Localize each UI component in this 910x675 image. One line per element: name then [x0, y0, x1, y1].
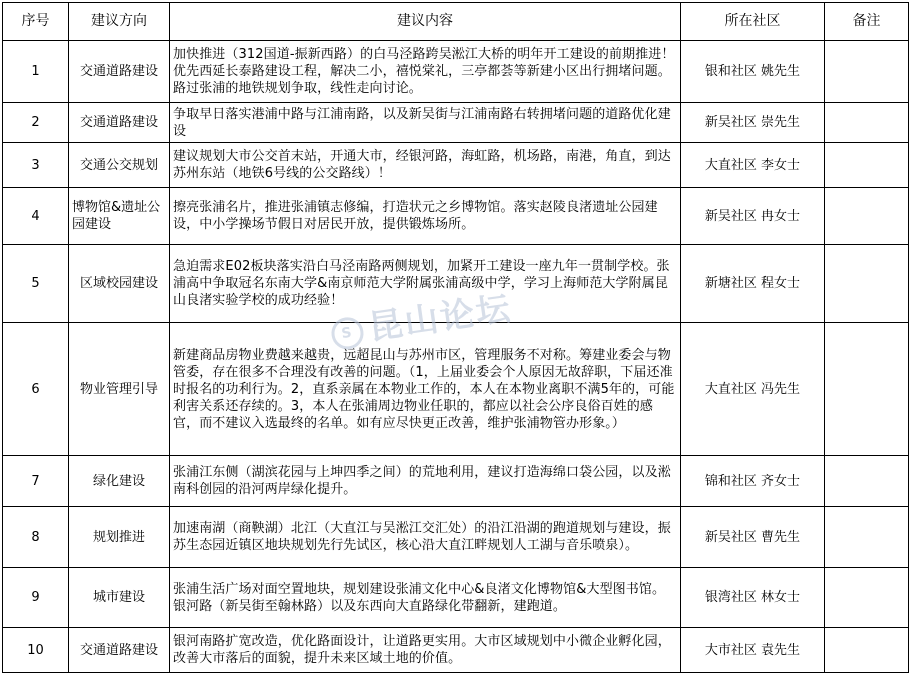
row-note — [825, 323, 909, 456]
row-direction: 交通道路建设 — [69, 103, 170, 143]
row-no: 1 — [3, 41, 69, 103]
header-content: 建议内容 — [170, 3, 681, 41]
watermark-seal-icon: S — [329, 315, 365, 351]
row-direction: 城市建设 — [69, 568, 170, 628]
table-row — [3, 507, 909, 568]
header-community: 所在社区 — [681, 3, 825, 41]
row-direction: 博物馆&遗址公园建设 — [69, 188, 170, 245]
row-note — [825, 568, 909, 628]
row-community: 新吴社区 冉女士 — [681, 188, 825, 245]
row-no: 3 — [3, 143, 69, 188]
row-community: 银和社区 姚先生 — [681, 41, 825, 103]
row-community: 新塘社区 程女士 — [681, 245, 825, 323]
row-content: 建议规划大市公交首末站，开通大市，经银河路，海虹路，机场路，南港，角直，到达苏州东站（地铁6号线的公交路线）！ — [170, 143, 681, 188]
row-no: 9 — [3, 568, 69, 628]
row-note — [825, 41, 909, 103]
row-no: 8 — [3, 507, 69, 568]
table-row — [3, 323, 909, 456]
row-no: 5 — [3, 245, 69, 323]
row-community: 银湾社区 林女士 — [681, 568, 825, 628]
table-row — [3, 628, 909, 673]
row-direction: 规划推进 — [69, 507, 170, 568]
row-direction: 绿化建设 — [69, 456, 170, 507]
suggestion-table — [2, 2, 909, 673]
table-row — [3, 456, 909, 507]
row-community: 锦和社区 齐女士 — [681, 456, 825, 507]
table-row — [3, 143, 909, 188]
row-note — [825, 507, 909, 568]
row-no: 10 — [3, 628, 69, 673]
header-direction: 建议方向 — [69, 3, 170, 41]
row-direction: 物业管理引导 — [69, 323, 170, 456]
row-note — [825, 103, 909, 143]
header-no: 序号 — [3, 3, 69, 41]
row-content: 张浦生活广场对面空置地块，规划建设张浦文化中心&良渚文化博物馆&大型图书馆。银河路（新吴街至翰林路）以及东西向大直路绿化带翻新，建跑道。 — [170, 568, 681, 628]
row-content: 银河南路扩宽改造，优化路面设计，让道路更实用。大市区域规划中小微企业孵化园，改善大市落后的面貌，提升未来区域土地的价值。 — [170, 628, 681, 673]
row-community: 新吴社区 曹先生 — [681, 507, 825, 568]
table-row — [3, 188, 909, 245]
row-no: 4 — [3, 188, 69, 245]
row-community: 大直社区 冯先生 — [681, 323, 825, 456]
row-community: 新吴社区 崇先生 — [681, 103, 825, 143]
row-community: 大直社区 李女士 — [681, 143, 825, 188]
row-content: 争取早日落实港浦中路与江浦南路，以及新吴街与江浦南路右转拥堵问题的道路优化建设 — [170, 103, 681, 143]
table-row — [3, 41, 909, 103]
row-note — [825, 628, 909, 673]
watermark-text: 昆山论坛 — [366, 288, 515, 349]
row-note — [825, 245, 909, 323]
header-note: 备注 — [825, 3, 909, 41]
table-row — [3, 103, 909, 143]
row-direction: 区域校园建设 — [69, 245, 170, 323]
row-content: 加速南湖（商鞅湖）北江（大直江与吴淞江交汇处）的沿江沿湖的跑道规划与建设，振苏生态园近镇区地块规划先行先试区，核心沿大直江畔规划人工湖与音乐喷泉）。 — [170, 507, 681, 568]
row-community: 大市社区 袁先生 — [681, 628, 825, 673]
row-direction: 交通道路建设 — [69, 41, 170, 103]
row-no: 2 — [3, 103, 69, 143]
row-no: 7 — [3, 456, 69, 507]
row-direction: 交通公交规划 — [69, 143, 170, 188]
table-header-row — [3, 3, 909, 41]
row-no: 6 — [3, 323, 69, 456]
table-row — [3, 245, 909, 323]
row-direction: 交通道路建设 — [69, 628, 170, 673]
row-content: 急迫需求E02板块落实沿白马泾南路两侧规划，加紧开工建设一座九年一贯制学校。张浦高中争取冠名东南大学&南京师范大学附属张浦高级中学，学习上海师范大学附属昆山良渚实验学校的成功经验！ — [170, 245, 681, 323]
row-content: 擦亮张浦名片，推进张浦镇志修编，打造状元之乡博物馆。落实赵陵良渚遗址公园建设，中小学操场节假日对居民开放，提供锻炼场所。 — [170, 188, 681, 245]
row-note — [825, 456, 909, 507]
row-content: 新建商品房物业费越来越贵，远超昆山与苏州市区，管理服务不对称。筹建业委会与物管委，存在很多不合理没有改善的问题。（1，上届业委会个人原因无故辞职，下届还准时报名的功利行为。2，直系亲属在本物业工作的，本人在本物业离职不满5年的，可能利害关系还存续的。3，本人在张浦周边物业任职的，都应以社会公序良俗百姓的感官，而不建议入选最终的名单。如有应尽快更正改善，维护张浦物管办形象。） — [170, 323, 681, 456]
row-note — [825, 188, 909, 245]
row-content: 张浦江东侧（湖滨花园与上坤四季之间）的荒地利用，建议打造海绵口袋公园，以及淞南科创园的沿河两岸绿化提升。 — [170, 456, 681, 507]
row-note — [825, 143, 909, 188]
row-content: 加快推进（312国道-振新西路）的白马泾路跨吴淞江大桥的明年开工建设的前期推进！优先西延长泰路建设工程，解决二小，禧悦棠礼，三亭都荟等新建小区出行拥堵问题。路过张浦的地铁规划争取，线性走向讨论。 — [170, 41, 681, 103]
table-row — [3, 568, 909, 628]
